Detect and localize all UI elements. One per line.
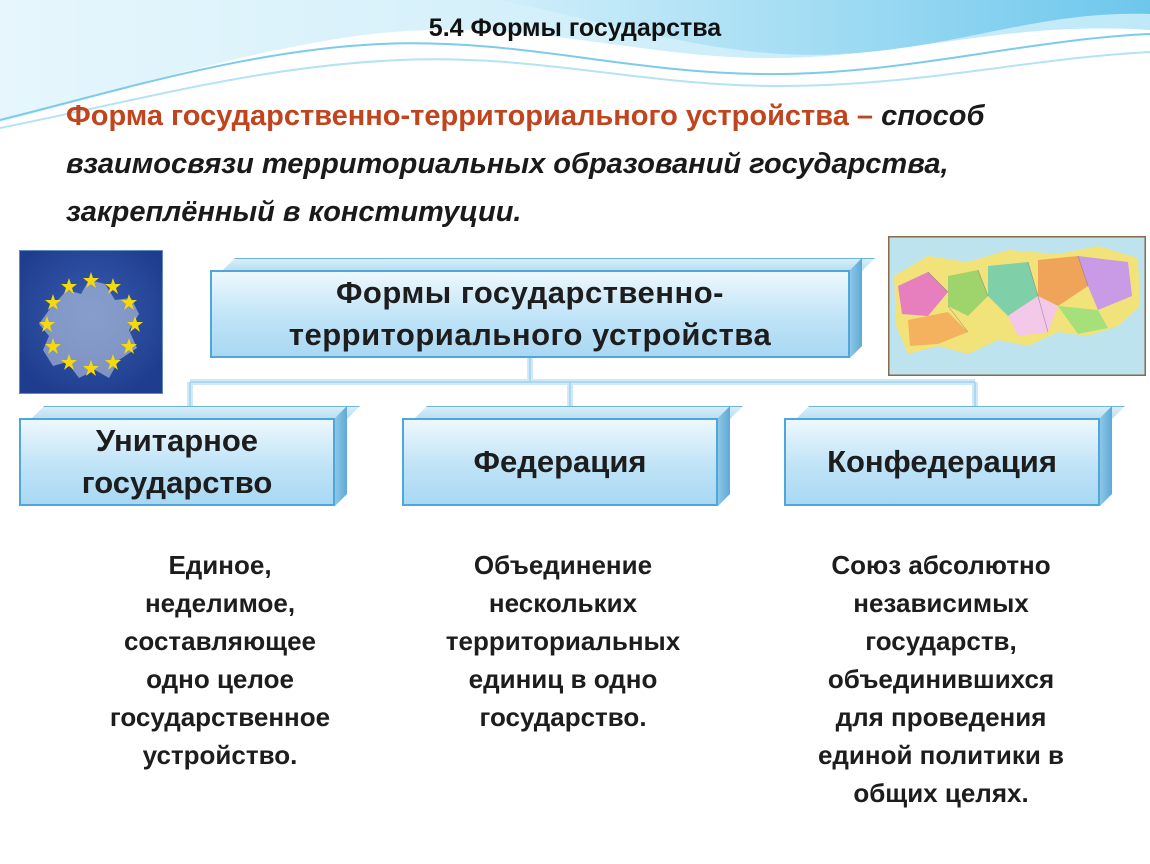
category-confederation-label: Конфедерация bbox=[827, 444, 1057, 479]
description-confederation bbox=[766, 546, 1116, 812]
description-line: государственное bbox=[109, 702, 331, 732]
root-box-side bbox=[850, 258, 862, 358]
category-box-face bbox=[402, 418, 718, 506]
category-box-face bbox=[19, 418, 335, 506]
description-line: Объединение bbox=[473, 550, 653, 580]
eu-map-icon bbox=[19, 250, 163, 394]
description-line: общих целях. bbox=[853, 778, 1029, 808]
description-line: устройство. bbox=[142, 740, 298, 770]
description-unitary bbox=[70, 546, 370, 774]
description-line: нескольких bbox=[488, 588, 638, 618]
definition-paragraph bbox=[66, 92, 1066, 236]
definition-text: способ взаимосвязи территориальных образований государства, закреплённый в конституции. bbox=[66, 100, 985, 228]
description-line: независимых bbox=[853, 588, 1029, 618]
description-line: одно целое bbox=[146, 664, 294, 694]
category-box-face bbox=[784, 418, 1100, 506]
category-box-side bbox=[335, 406, 347, 506]
definition-dash: – bbox=[848, 100, 882, 132]
description-line: государство. bbox=[479, 702, 647, 732]
description-federation bbox=[410, 546, 716, 736]
category-box-confederation bbox=[784, 406, 1112, 506]
description-line: Союз абсолютно bbox=[831, 550, 1051, 580]
root-box-line2: территориального устройства bbox=[288, 317, 772, 352]
description-line: единой политики в bbox=[817, 740, 1065, 770]
category-box-federation bbox=[402, 406, 730, 506]
slide-title: 5.4 Формы государства bbox=[428, 14, 722, 42]
definition-term: Форма государственно-территориального устройства bbox=[66, 100, 849, 132]
category-box-side bbox=[1100, 406, 1112, 506]
category-unitary-line1: Унитарное bbox=[95, 423, 259, 458]
category-box-side bbox=[718, 406, 730, 506]
description-line: объединившихся bbox=[827, 664, 1055, 694]
description-line: составляющее bbox=[123, 626, 317, 656]
root-box bbox=[210, 258, 862, 358]
root-box-line1: Формы государственно- bbox=[335, 275, 725, 310]
category-unitary-line2: государство bbox=[81, 465, 273, 500]
category-federation-label: Федерация bbox=[473, 444, 647, 479]
description-line: государств, bbox=[865, 626, 1017, 656]
description-line: для проведения bbox=[835, 702, 1047, 732]
category-box-unitary bbox=[19, 406, 347, 506]
description-line: территориальных bbox=[445, 626, 681, 656]
description-line: единиц в одно bbox=[468, 664, 658, 694]
description-line: неделимое, bbox=[144, 588, 296, 618]
description-line: Единое, bbox=[168, 550, 272, 580]
russia-map-icon bbox=[888, 236, 1146, 376]
root-box-face bbox=[210, 270, 850, 358]
